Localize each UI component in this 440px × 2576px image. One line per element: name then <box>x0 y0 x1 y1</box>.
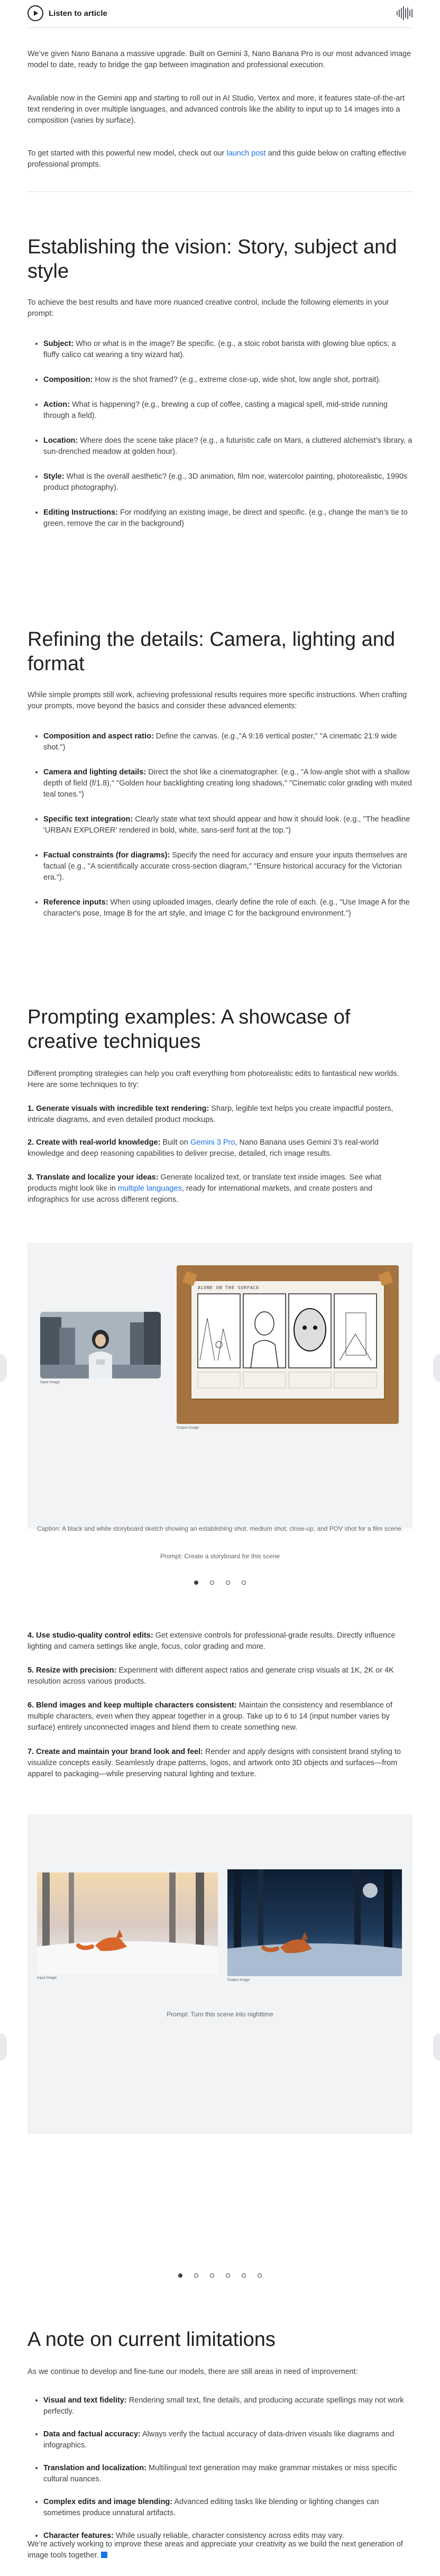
output-image <box>177 1265 399 1424</box>
carousel-dot[interactable] <box>258 2273 262 2278</box>
list-item <box>43 850 412 883</box>
storyboard-sheet <box>191 1281 384 1399</box>
item-text: How is the shot framed? (e.g., extreme close-up, wide shot, low angle shot, portrait). <box>93 376 381 384</box>
item-term: 1. Generate visuals with incredible text rendering: <box>28 1104 209 1113</box>
item-term: Translation and localization: <box>43 2464 146 2472</box>
item-text: Where does the scene take place? (e.g., a futuristic cafe on Mars, a cluttered alchemist’s library, a sun-drenched meadow at golden hour). <box>43 436 412 456</box>
gemini-3-pro-link[interactable]: Gemini 3 Pro <box>190 1138 235 1147</box>
list-item <box>43 399 412 422</box>
item-term: Specific text integration: <box>43 815 133 824</box>
section-heading-limitations: A note on current limitations <box>28 2328 276 2351</box>
item-text: Who or what is in the image? Be specific. (e.g., a stoic robot barista with glowing blue optics; a fluffy calico cat wearing a tiny wizard hat). <box>43 340 396 359</box>
item-text: Render and apply designs with consistent brand styling to visualize concepts easily. Seamlessly drape patterns, logos, and artwork onto 3D objects and surfaces—from apparel to packaging—while preserving natural lighting and texture. <box>28 1748 401 1778</box>
item-term: 2. Create with real-world knowledge: <box>28 1138 161 1147</box>
example-item-6 <box>28 1700 412 1733</box>
list-item <box>43 2429 412 2451</box>
item-term: 7. Create and maintain your brand look and feel: <box>28 1748 203 1756</box>
vision-lead: To achieve the best results and have more nuanced creative control, include the following elements in your prompt: <box>28 298 389 318</box>
section-heading-examples: Prompting examples: A showcase of creative techniques <box>28 1006 351 1053</box>
listen-bar <box>28 3 412 23</box>
carousel-storyboard <box>28 1243 412 1529</box>
list-item <box>43 814 412 836</box>
item-text: Sharp, legible text helps you create impactful posters, intricate diagrams, and even detailed product mockups. <box>28 1104 393 1124</box>
fox-day-photo <box>37 1872 218 1974</box>
list-item <box>43 507 412 529</box>
closing-paragraph <box>28 2539 412 2561</box>
closing-text: We’re actively working to improve these areas and appreciate your creativity as we build the next generation of image tools together. <box>28 2540 403 2560</box>
list-item <box>43 339 412 361</box>
item-text: Clearly state what text should appear and how it should look. (e.g., "The headline 'URBAN EXPLORER' rendered in bold, white, sans-serif font at the top.") <box>43 815 410 835</box>
list-item <box>43 374 412 386</box>
example-item-5 <box>28 1665 412 1687</box>
carousel-dot[interactable] <box>242 1581 246 1585</box>
examples-lead: Different prompting strategies can help you craft everything from photorealistic edits to fantastical new worlds. Here are some techniques to try: <box>28 1070 399 1089</box>
item-term: Subject: <box>43 340 74 348</box>
listen-control[interactable] <box>28 5 107 21</box>
list-item <box>43 767 412 800</box>
item-text: Maintain the consistency and resemblance of multiple characters, even when they appear together in a group. Take up to 6 to 14 (input number varies by surface) entirely unconnected images and blend them to create something new. <box>28 1701 392 1732</box>
carousel-pagination <box>0 2273 440 2278</box>
item-term: Visual and text fidelity: <box>43 2396 127 2405</box>
input-image <box>40 1312 161 1378</box>
item-text: Built on <box>160 1138 190 1147</box>
item-text: Get extensive controls for professional-grade results. Directly influence lighting and camera settings like angle, focus, color grading and more. <box>28 1631 396 1651</box>
carousel-dot[interactable] <box>178 2273 182 2278</box>
fox-prompt: Prompt: Turn this scene into nighttime <box>167 2011 273 2018</box>
carousel-next-button[interactable] <box>433 1354 440 1382</box>
divider <box>28 191 412 192</box>
list-item <box>43 435 412 458</box>
item-term: 4. Use studio-quality control edits: <box>28 1631 153 1640</box>
end-mark-icon <box>101 2552 107 2558</box>
item-text: Generate localized text, or translate text inside images. See what products might look like in <box>28 1173 381 1193</box>
carousel-dot[interactable] <box>242 2273 246 2278</box>
item-term: Camera and lighting details: <box>43 768 146 777</box>
list-item <box>43 2463 412 2485</box>
carousel-prev-button[interactable] <box>0 1354 7 1382</box>
item-term: Complex edits and image blending: <box>43 2498 173 2506</box>
item-term: Composition: <box>43 376 93 384</box>
astronaut-photo <box>40 1312 161 1378</box>
item-term: 6. Blend images and keep multiple characters consistent: <box>28 1701 237 1710</box>
input-image-label: Input Image <box>37 1976 57 1980</box>
list-item <box>43 2497 412 2519</box>
example-item-7 <box>28 1747 412 1780</box>
item-text: While usually reliable, character consistency across edits may vary. <box>113 2532 344 2540</box>
item-text: When using uploaded images, clearly define the role of each. (e.g., "Use Image A for the character's pose, Image B for the art style, and Image C for the background environment.") <box>43 898 410 918</box>
storyboard-title: ALONE ON THE SURFACE <box>198 1285 260 1290</box>
item-text: Always verify the factual accuracy of data-driven visuals like diagrams and infographics. <box>43 2430 395 2450</box>
carousel-next-button[interactable] <box>433 2033 440 2061</box>
item-text: , Nano Banana uses Gemini 3’s real-world knowledge and deep reasoning capabilities to deliver precise, detailed, rich image results. <box>28 1138 379 1158</box>
item-text: Direct the shot like a cinematographer. (e.g., "A low-angle shot with a shallow depth of field (f/1.8)," "Golden hour backlighting creating long shadows," "Cinematic color grading with muted teal tones.") <box>43 768 412 799</box>
item-text: Advanced editing tasks like blending or lighting changes can sometimes produce unnatural artifacts. <box>43 2498 379 2517</box>
item-term: Data and factual accuracy: <box>43 2430 141 2438</box>
limitations-lead: As we continue to develop and fine-tune our models, there are still areas in need of improvement: <box>28 2368 358 2376</box>
details-list <box>28 731 412 919</box>
storyboard-prompt: Prompt: Create a storyboard for this scene <box>160 1552 280 1560</box>
launch-post-link[interactable]: launch post <box>226 149 266 158</box>
example-item-2 <box>28 1137 412 1159</box>
multiple-languages-link[interactable]: multiple languages <box>117 1184 182 1193</box>
item-term: Editing Instructions: <box>43 508 118 517</box>
item-term: Style: <box>43 472 65 481</box>
item-text: Rendering small text, fine details, and producing accurate spellings may not work perfectly. <box>43 2396 404 2416</box>
output-image-label: Output Image <box>177 1426 199 1430</box>
fox-night-photo <box>227 1869 402 1976</box>
item-text: Specify the need for accuracy and ensure your inputs themselves are factual (e.g., "A scientifically accurate cross-section diagram," "Ensure historical accuracy for the Victorian era."). <box>43 851 408 882</box>
example-item-3 <box>28 1172 412 1205</box>
item-text: , ready for international markets, and create posters and infographics for use across different regions. <box>28 1184 373 1204</box>
storyboard-panels <box>191 1281 384 1399</box>
item-text: For modifying an existing image, be direct and specific. (e.g., change the man’s tie to green, remove the car in the background) <box>43 508 408 528</box>
storyboard-caption: Caption: A black and white storyboard sketch showing an establishing shot, medium shot, close-up, and POV shot for a film scene. <box>36 1525 404 1532</box>
carousel-dot[interactable] <box>194 2273 198 2278</box>
item-term: Reference inputs: <box>43 898 108 907</box>
carousel-dot[interactable] <box>210 2273 214 2278</box>
carousel-pagination <box>0 1581 440 1585</box>
carousel-dot[interactable] <box>194 1581 198 1585</box>
intro-paragraph-3 <box>28 148 412 170</box>
item-text: Define the canvas. (e.g.,"A 9:16 vertical poster," "A cinematic 21:9 wide shot.") <box>43 732 397 752</box>
item-text: What is happening? (e.g., brewing a cup of coffee, casting a magical spell, mid-stride running through a field). <box>43 400 388 420</box>
example-item-1 <box>28 1103 412 1126</box>
section-heading-details: Refining the details: Camera, lighting and format <box>28 628 395 675</box>
carousel-dot[interactable] <box>226 1581 230 1585</box>
intro-text: and this guide below on crafting effective professional prompts. <box>28 149 407 169</box>
listen-label: Listen to article <box>49 8 107 18</box>
item-term: 3. Translate and localize your ideas: <box>28 1173 159 1182</box>
carousel-fox <box>28 1814 412 2134</box>
item-text: Multilingual text generation may make grammar mistakes or miss specific cultural nuances. <box>43 2464 397 2483</box>
carousel-dot[interactable] <box>210 1581 214 1585</box>
intro-paragraph-1: We’ve given Nano Banana a massive upgrade. Built on Gemini 3, Nano Banana Pro is our most advanced image model to date, ready to bridge the gap between imagination and professional execution. <box>28 50 411 69</box>
item-term: Location: <box>43 436 78 445</box>
intro-paragraph-2: Available now in the Gemini app and starting to roll out in AI Studio, Vertex and more, it features state-of-the-art text rendering in over multiple languages, and advanced controls like the ability to input up to 14 images into a composition (varies by surface). <box>28 94 405 125</box>
audio-waveform-icon <box>397 5 412 21</box>
output-image <box>227 1869 402 1976</box>
item-term: 5. Resize with precision: <box>28 1666 117 1675</box>
list-item <box>43 897 412 919</box>
output-image-label: Output Image <box>227 1978 250 1982</box>
play-icon <box>32 10 39 16</box>
item-text: What is the overall aesthetic? (e.g., 3D animation, film noir, watercolor painting, photorealistic, 1990s product photography). <box>43 472 408 492</box>
item-term: Composition and aspect ratio: <box>43 732 154 741</box>
details-lead: While simple prompts still work, achieving professional results requires more specific instructions. When crafting your prompts, move beyond the basics and consider these advanced elements: <box>28 691 407 710</box>
item-term: Action: <box>43 400 70 409</box>
section-heading-vision: Establishing the vision: Story, subject and style <box>28 236 397 282</box>
vision-list <box>28 339 412 529</box>
carousel-dot[interactable] <box>226 2273 230 2278</box>
input-image <box>37 1872 218 1974</box>
list-item <box>43 471 412 494</box>
limitations-list <box>28 2395 412 2542</box>
example-item-4 <box>28 1630 412 1652</box>
intro-text: To get started with this powerful new model, check out our <box>28 149 227 158</box>
play-button[interactable] <box>28 5 43 21</box>
item-term: Character features: <box>43 2532 114 2540</box>
item-term: Factual constraints (for diagrams): <box>43 851 170 860</box>
list-item <box>43 731 412 753</box>
item-text: Experiment with different aspect ratios and generate crisp visuals at 1K, 2K or 4K resolution across various products. <box>28 1666 394 1686</box>
carousel-prev-button[interactable] <box>0 2033 7 2061</box>
list-item <box>43 2395 412 2417</box>
input-image-label: Input Image <box>40 1381 60 1384</box>
